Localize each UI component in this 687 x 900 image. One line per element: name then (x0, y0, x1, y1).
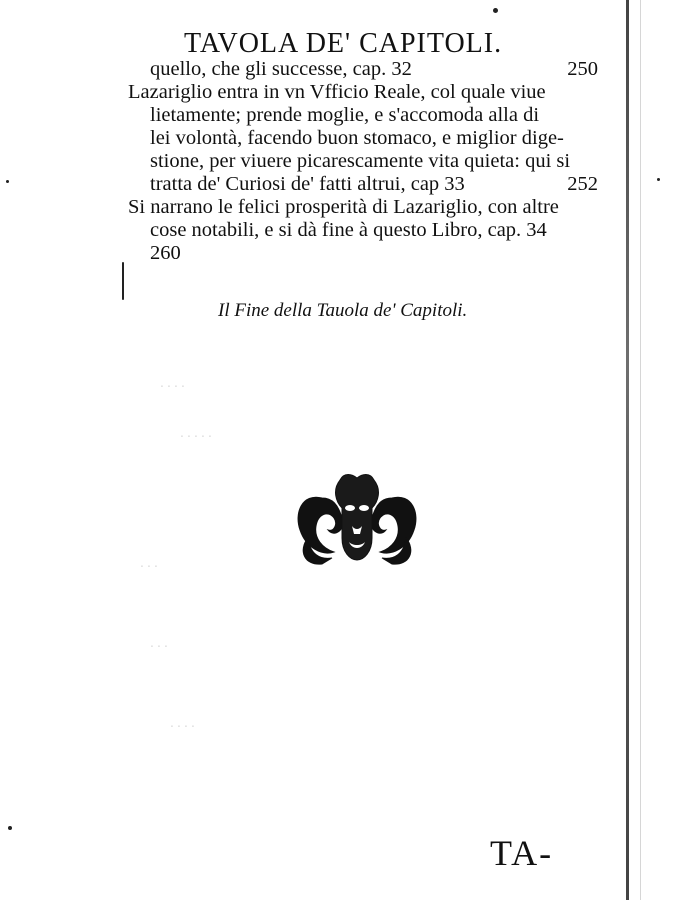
table-row (128, 81, 598, 104)
ink-speck (6, 180, 9, 183)
chapter-table (128, 58, 598, 265)
show-through-text: · · · (150, 640, 168, 655)
entry-text: lei volontà, facendo buon stomaco, e miglior dige- (150, 127, 564, 149)
show-through-text: · · · · · (180, 430, 212, 445)
page-title: TAVOLA DE' CAPITOLI. (184, 28, 503, 59)
page-number: 252 (567, 173, 598, 195)
entry-text: Lazariglio entra in vn Vfficio Reale, col quale viue (128, 81, 546, 103)
catchword: TA- (490, 833, 554, 873)
entry-text: stione, per viuere picarescamente vita quieta: qui si (150, 150, 571, 172)
show-through-text: · · · (140, 560, 158, 575)
page-edge-shadow (626, 0, 629, 900)
page-number: 250 (567, 58, 598, 80)
table-row (128, 242, 598, 265)
table-row (128, 104, 598, 127)
table-row (128, 219, 598, 242)
ink-speck (493, 8, 498, 13)
ink-speck (122, 262, 124, 300)
show-through-text: · · · · (170, 720, 195, 735)
table-row (128, 150, 598, 173)
end-of-table-note: Il Fine della Tauola de' Capitoli. (218, 300, 468, 321)
table-row (128, 127, 598, 150)
entry-text: Si narrano le felici prosperità di Lazariglio, con altre (128, 196, 559, 218)
entry-text: tratta de' Curiosi de' fatti altrui, cap 33 (150, 173, 465, 195)
table-row (128, 196, 598, 219)
table-row (128, 58, 598, 81)
ink-speck (657, 178, 660, 181)
show-through-text: · · · · (160, 380, 185, 395)
grotesque-mask-ornament (292, 468, 422, 568)
entry-text: 260 (150, 242, 181, 264)
page-edge-line (640, 0, 641, 900)
entry-text: quello, che gli successe, cap. 32 (150, 58, 412, 80)
ink-speck (8, 826, 12, 830)
table-row (128, 173, 598, 196)
entry-text: lietamente; prende moglie, e s'accomoda alla di (150, 104, 540, 126)
entry-text: cose notabili, e si dà fine à questo Libro, cap. 34 (150, 219, 547, 241)
